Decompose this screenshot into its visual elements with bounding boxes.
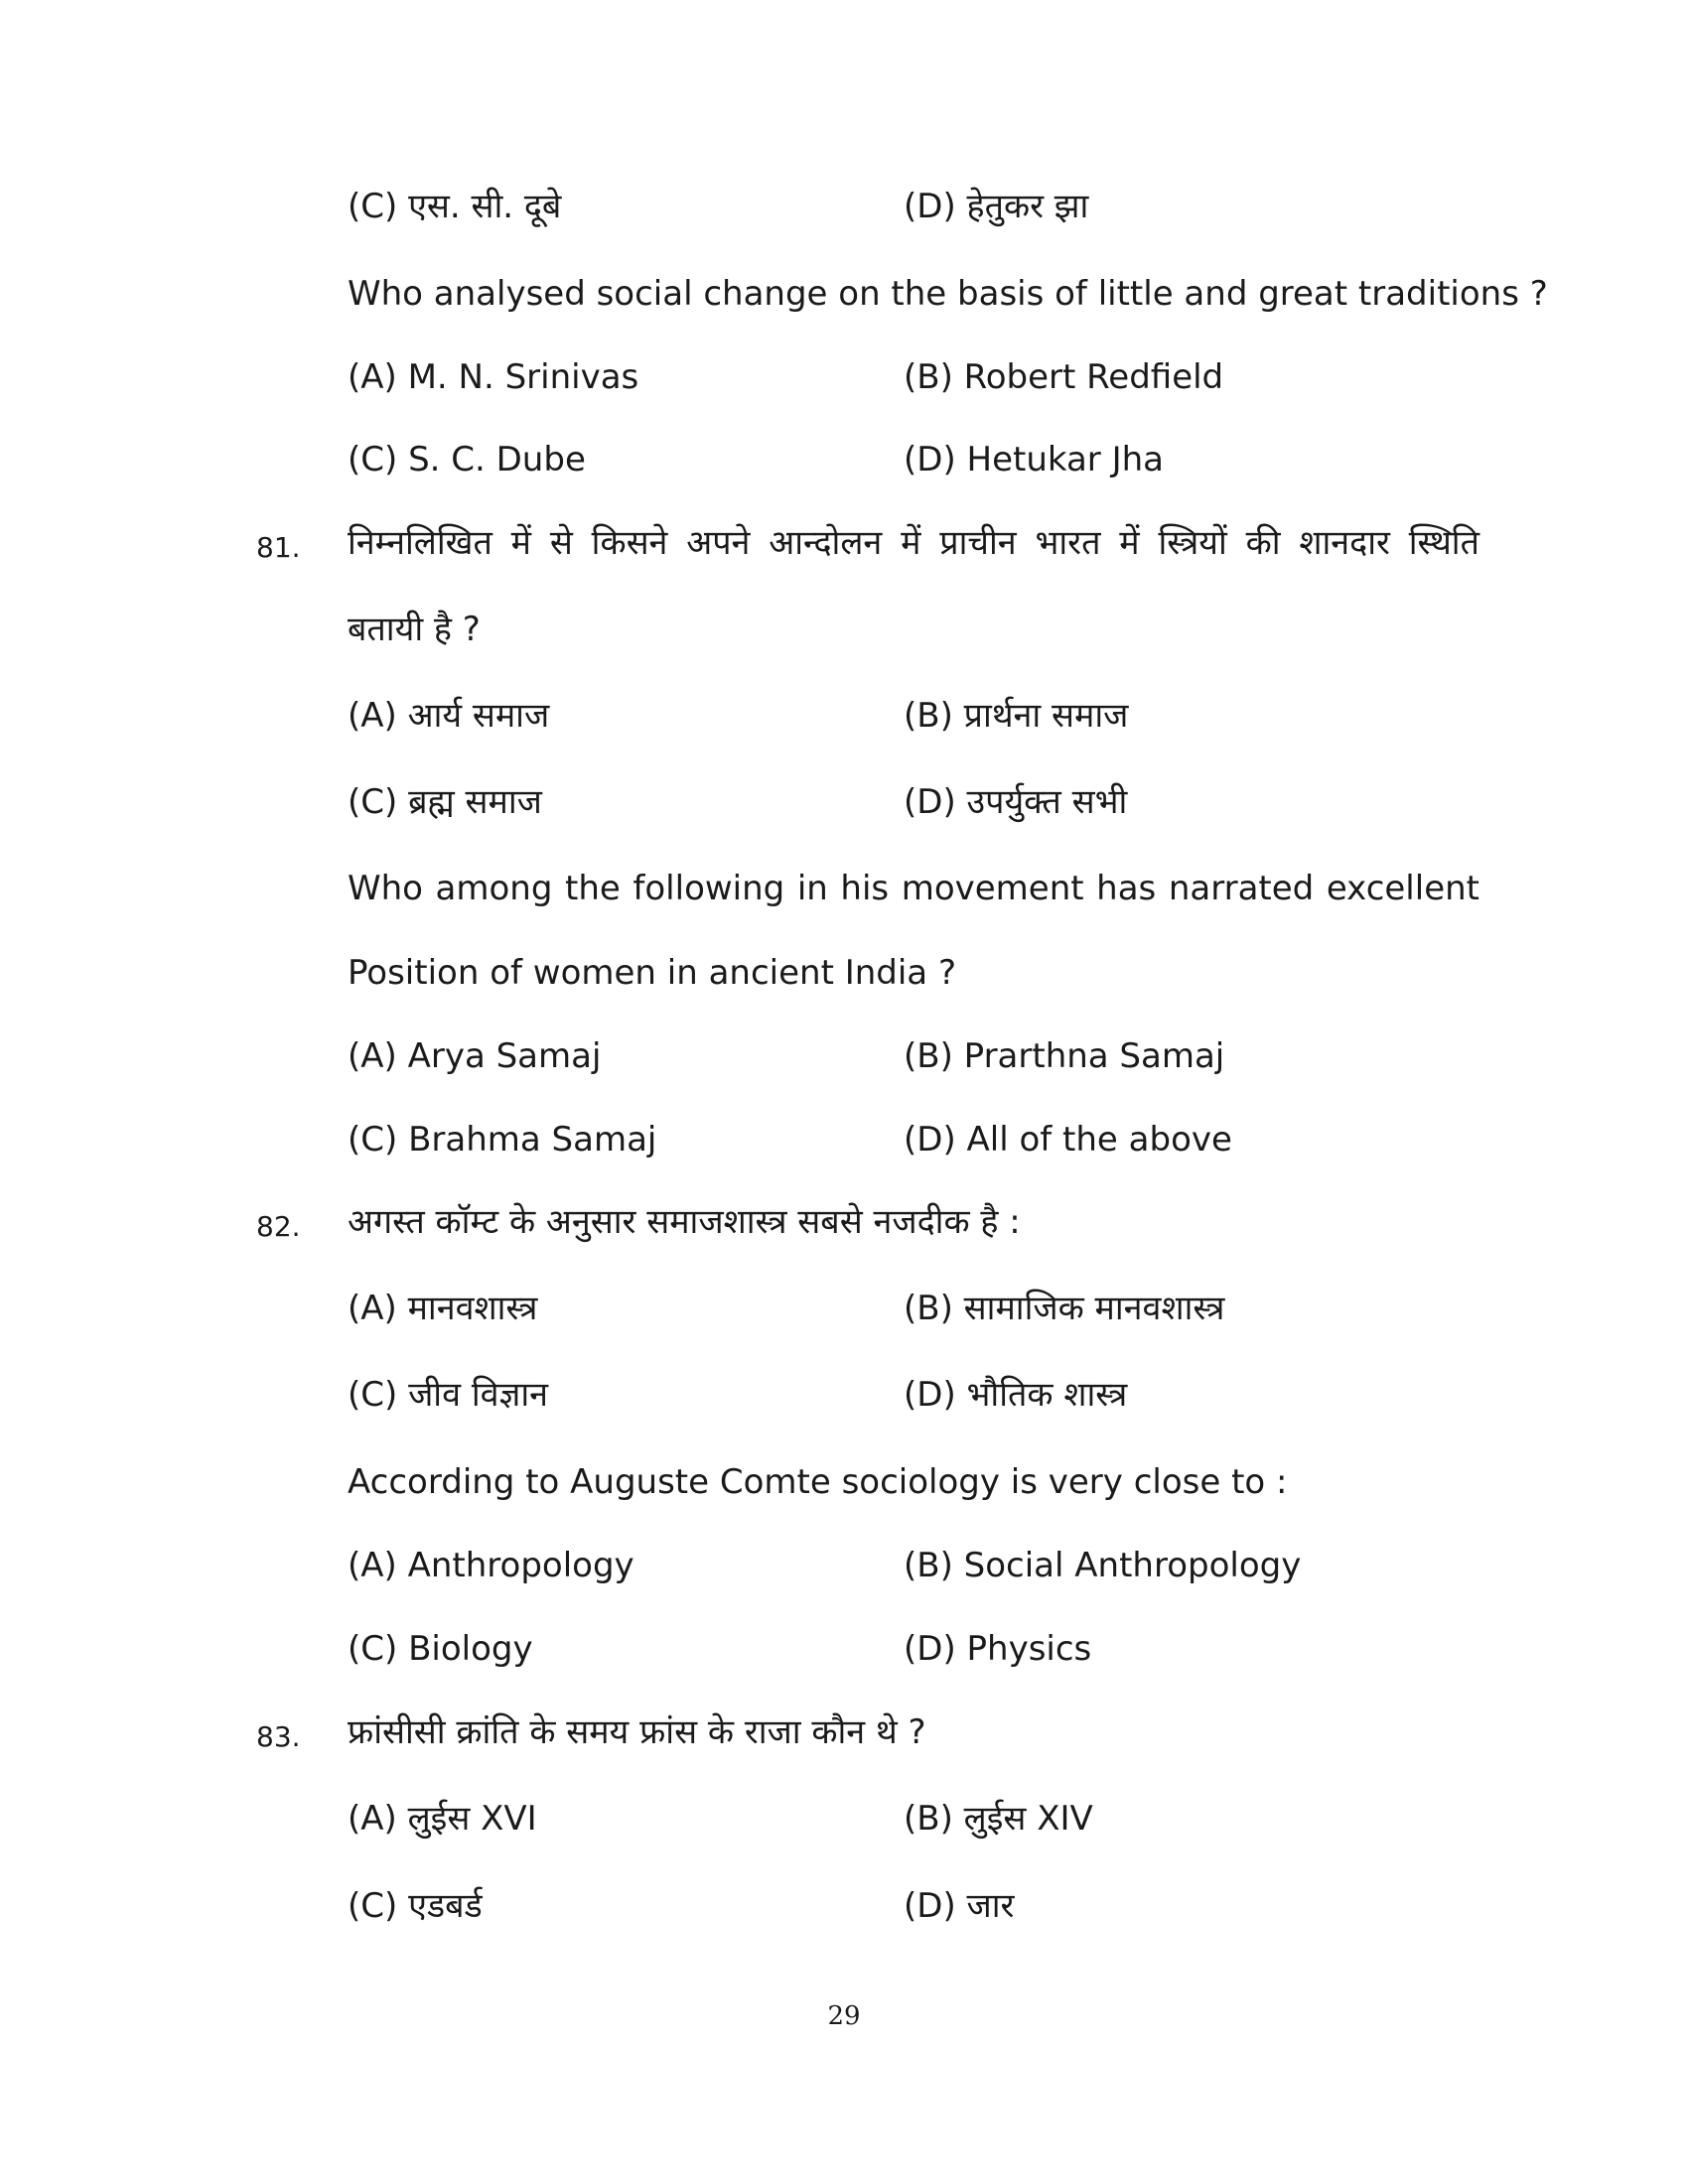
q82-en-option-b: (B) Social Anthropology (904, 1546, 1302, 1585)
q83-hi-option-b: (B) लुईस XIV (904, 1799, 1093, 1839)
q82-en-question: According to Auguste Comte sociology is very close to : (348, 1462, 1288, 1502)
q83-hi-option-c: (C) एडबर्ड (348, 1886, 483, 1926)
q83-hi-option-d: (D) जार (904, 1886, 1015, 1926)
q83-number: 83. (256, 1720, 301, 1753)
q81-hi-option-d: (D) उपर्युक्त सभी (904, 782, 1128, 822)
q82-hi-option-a: (A) मानवशास्त्र (348, 1289, 538, 1328)
page-number: 29 (827, 2001, 861, 2031)
q82-hi-option-d: (D) भौतिक शास्त्र (904, 1375, 1128, 1415)
q80-hi-option-c: (C) एस. सी. दूबे (348, 187, 562, 226)
q81-hi-option-a: (A) आर्य समाज (348, 696, 550, 736)
q80-en-question: Who analysed social change on the basis of little and great traditions ? (348, 274, 1548, 314)
q82-number: 82. (256, 1210, 301, 1243)
q82-hi-question: अगस्त कॉम्ट के अनुसार समाजशास्त्र सबसे नजदीक है : (348, 1202, 1021, 1242)
q82-en-option-c: (C) Biology (348, 1629, 533, 1669)
q81-en-option-d: (D) All of the above (904, 1120, 1232, 1160)
q83-hi-option-a: (A) लुईस XVI (348, 1799, 537, 1839)
q82-en-option-d: (D) Physics (904, 1629, 1092, 1669)
q80-en-option-c: (C) S. C. Dube (348, 440, 586, 479)
q81-hi-question-line2: बतायी है ? (348, 610, 481, 649)
q82-hi-option-c: (C) जीव विज्ञान (348, 1375, 549, 1415)
q81-hi-question-line1: निम्नलिखित में से किसने अपने आन्दोलन में प्राचीन भारत में स्त्रियों की शानदार स्थिति (348, 523, 1479, 563)
q82-hi-option-b: (B) सामाजिक मानवशास्त्र (904, 1289, 1225, 1328)
q80-en-option-d: (D) Hetukar Jha (904, 440, 1165, 479)
q83-hi-question: फ्रांसीसी क्रांति के समय फ्रांस के राजा कौन थे ? (348, 1712, 926, 1752)
q81-hi-option-b: (B) प्रार्थना समाज (904, 696, 1129, 736)
q81-en-option-b: (B) Prarthna Samaj (904, 1036, 1225, 1076)
q81-number: 81. (256, 531, 301, 564)
q80-en-option-a: (A) M. N. Srinivas (348, 357, 639, 397)
q81-en-question-line1: Who among the following in his movement has narrated excellent (348, 869, 1479, 908)
q80-en-option-b: (B) Robert Redfield (904, 357, 1224, 397)
q80-hi-option-d: (D) हेतुकर झा (904, 187, 1089, 226)
q81-en-option-c: (C) Brahma Samaj (348, 1120, 657, 1160)
q82-en-option-a: (A) Anthropology (348, 1546, 634, 1585)
q81-en-question-line2: Position of women in ancient India ? (348, 953, 956, 993)
q81-en-option-a: (A) Arya Samaj (348, 1036, 602, 1076)
q81-hi-option-c: (C) ब्रह्म समाज (348, 782, 542, 822)
